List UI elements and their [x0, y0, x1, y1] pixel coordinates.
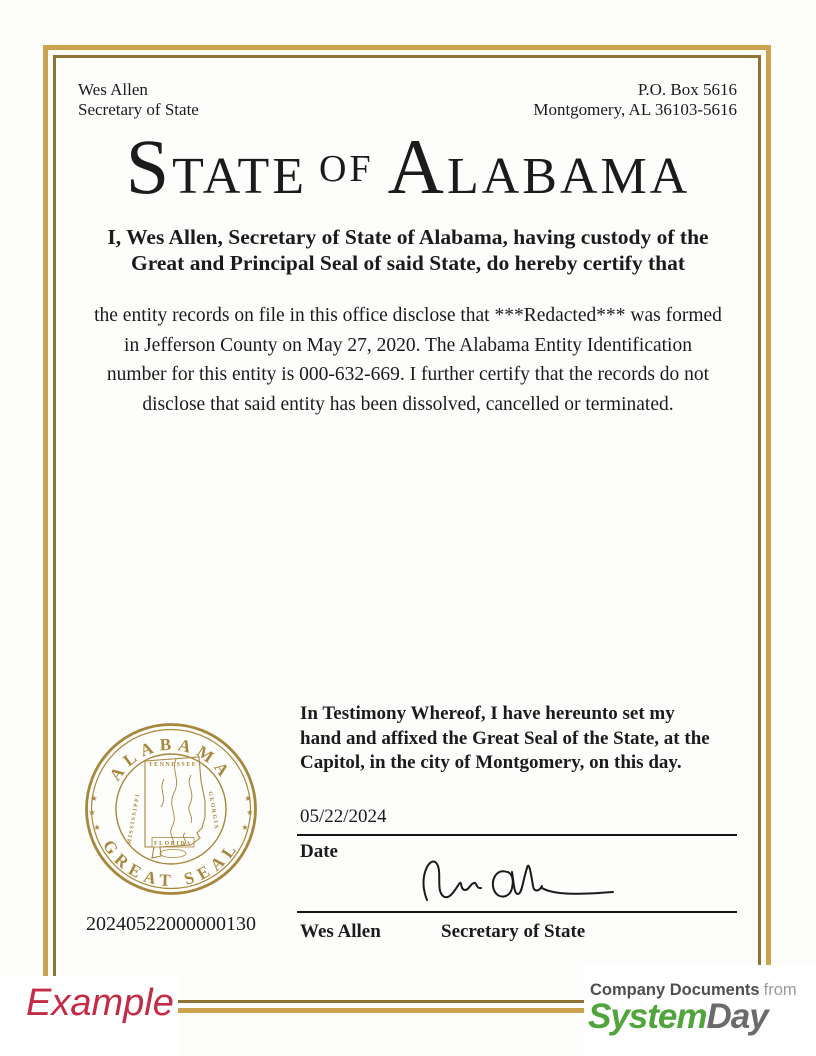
great-seal-of-alabama — [85, 723, 257, 895]
river-line — [161, 779, 164, 807]
signature-line — [297, 911, 737, 913]
seal-georgia-label: GEORGIA — [206, 790, 220, 831]
title-initial-2: A — [387, 123, 447, 210]
testimony-line: hand and affixed the Great Seal of the State, at the — [300, 727, 710, 749]
svg-text:★: ★ — [93, 823, 101, 832]
body-line: number for this entity is 000-632-669. I further certify that the records do not — [106, 364, 710, 385]
svg-text:★: ★ — [90, 794, 98, 803]
certification-line: Great and Principal Seal of said State, do hereby certify that — [131, 251, 685, 275]
brand-name-system: System — [588, 997, 707, 1036]
address-line1: P.O. Box 5616 — [637, 80, 737, 99]
seal-tennessee-label: TENNESSEE — [148, 762, 198, 768]
issuer-title: Secretary of State — [78, 100, 199, 119]
svg-text:★: ★ — [88, 808, 96, 817]
certification-heading — [68, 224, 748, 276]
tagline-dark: Company Documents — [590, 981, 760, 999]
header-address — [533, 80, 737, 120]
seal-arc-bottom-text: GREAT SEAL — [98, 836, 244, 891]
title-word-1: TATE — [172, 148, 308, 205]
signature-image — [415, 850, 625, 910]
river-line — [171, 759, 177, 844]
seal-florida-label: FLORIDA — [154, 840, 192, 847]
title-word-2: LABAMA — [446, 148, 691, 205]
seal-stars — [88, 794, 253, 832]
address-line2: Montgomery, AL 36103-5616 — [533, 100, 737, 119]
title-initial-1: S — [125, 123, 173, 210]
testimony-line: Capitol, in the city of Montgomery, on this day. — [300, 752, 682, 773]
signer-name: Wes Allen — [300, 921, 381, 942]
svg-text:★: ★ — [246, 808, 254, 817]
header-issuer — [78, 80, 199, 120]
date-label: Date — [300, 841, 338, 862]
footer-brand-logo — [588, 997, 768, 1037]
body-line: in Jefferson County on May 27, 2020. The Alabama Entity Identification — [124, 334, 692, 356]
page-title — [0, 123, 816, 210]
svg-text:★: ★ — [241, 823, 249, 832]
testimony-block — [300, 702, 730, 776]
document-number: 20240522000000130 — [86, 913, 256, 935]
certificate-body — [78, 301, 738, 419]
brand-name-day: Day — [706, 997, 768, 1036]
issuer-name: Wes Allen — [78, 80, 148, 99]
certification-line: I, Wes Allen, Secretary of State of Alabama, having custody of the — [107, 225, 709, 249]
river-line — [189, 775, 192, 823]
seal-bottom-cartouche — [160, 850, 186, 858]
example-watermark: Example — [26, 982, 174, 1024]
seal-mississippi-label: MISSISSIPPI — [126, 792, 142, 845]
signer-title: Secretary of State — [441, 921, 586, 942]
tagline-light: from — [763, 981, 797, 999]
date-value: 05/22/2024 — [300, 806, 387, 827]
svg-text:★: ★ — [244, 794, 252, 803]
title-connector: OF — [319, 148, 374, 190]
date-line — [297, 834, 737, 836]
seal-arc-top-text: ALABAMA — [105, 734, 237, 785]
body-line: the entity records on file in this office disclose that ***Redacted*** was formed — [94, 305, 722, 326]
body-line: disclose that said entity has been dissolved, cancelled or terminated. — [142, 393, 674, 415]
testimony-line: In Testimony Whereof, I have hereunto set my — [300, 703, 675, 724]
